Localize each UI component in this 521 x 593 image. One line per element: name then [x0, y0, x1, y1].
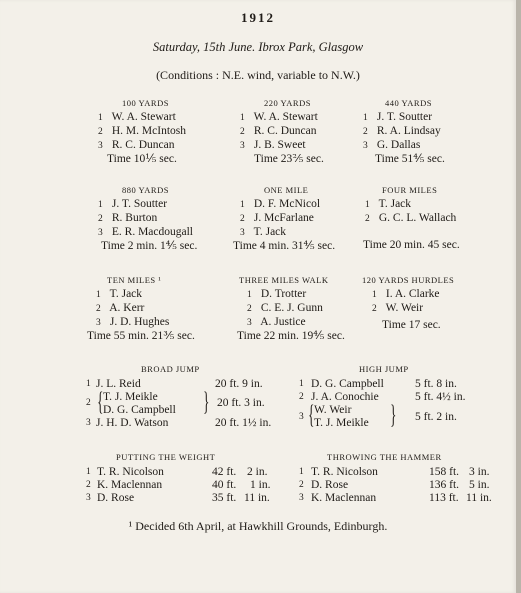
result-row: 1 D. Trotter: [247, 288, 307, 300]
event-heading: FOUR MILES: [382, 185, 438, 195]
meeting-date-venue: Saturday, 15th June. Ibrox Park, Glasgow: [152, 40, 364, 54]
result-row: 2 K. Maclennan 40 ft. 1 in.: [86, 479, 271, 491]
result-row: 3 J. B. Sweet: [240, 139, 306, 151]
result-row: 2 D. Rose 136 ft. 5 in.: [299, 479, 490, 491]
result-row: 1 W. A. Stewart: [98, 111, 176, 123]
brace-left: {: [308, 400, 315, 429]
tied-result-row: 2 { T. J. Meikle D. G. Campbell } 20 ft. 3 in.: [86, 387, 265, 416]
result-row: 2 R. A. Lindsay: [363, 125, 441, 137]
result-row: 1 J. T. Soutter: [98, 198, 168, 210]
event-time: Time 20 min. 45 sec.: [363, 239, 460, 251]
event-time: Time 10⅕ sec.: [107, 153, 177, 165]
event-heading: 880 YARDS: [122, 185, 169, 195]
event-time: Time 51⅘ sec.: [375, 153, 445, 165]
event-time: Time 22 min. 19⅘ sec.: [237, 330, 345, 342]
event-heading: BROAD JUMP: [141, 364, 200, 374]
event-heading: ONE MILE: [264, 185, 309, 195]
event-heading: TEN MILES ¹: [107, 275, 162, 285]
result-row: 2 R. Burton: [98, 212, 158, 224]
result-row: 2 A. Kerr: [96, 302, 145, 314]
result-row: 3 G. Dallas: [363, 139, 421, 151]
event-four-miles: [363, 184, 460, 252]
event-time: Time 2 min. 1⅘ sec.: [101, 240, 198, 252]
event-putting-the-weight: [86, 451, 286, 505]
event-time: Time 23⅖ sec.: [254, 153, 324, 165]
result-row: 3 K. Maclennan 113 ft. 11 in.: [299, 492, 492, 504]
result-row: 3 D. Rose 35 ft. 11 in.: [86, 492, 270, 504]
event-high-jump: [299, 363, 499, 430]
event-one-mile: [233, 184, 336, 253]
result-row: 1 W. A. Stewart: [240, 111, 318, 123]
event-heading: THROWING THE HAMMER: [327, 452, 442, 462]
result-row: 1 T. R. Nicolson 42 ft. 2 in.: [86, 466, 268, 478]
result-row: 1 D. F. McNicol: [240, 198, 321, 210]
result-row: 3 T. Jack: [240, 226, 287, 238]
event-three-miles-walk: [237, 274, 345, 343]
event-heading: 220 YARDS: [264, 98, 311, 108]
weather-conditions: (Conditions : N.E. wind, variable to N.W.): [156, 68, 360, 82]
page-edge: [516, 0, 521, 593]
event-heading: HIGH JUMP: [359, 364, 409, 374]
result-row: 1 D. G. Campbell 5 ft. 8 in.: [299, 378, 457, 390]
result-row: 2 G. C. L. Wallach: [365, 212, 457, 224]
result-row: 2 J. McFarlane: [240, 212, 314, 224]
brace-left: {: [97, 387, 104, 416]
result-row: 1 I. A. Clarke: [372, 288, 440, 300]
result-row: 1 J. T. Soutter: [363, 111, 433, 123]
event-100-yards: [98, 97, 186, 166]
result-row: 2 J. A. Conochie 5 ft. 4½ in.: [299, 391, 466, 403]
result-row: 3 J. D. Hughes: [96, 316, 170, 328]
brace-right: }: [203, 387, 210, 416]
footnote: ¹ Decided 6th April, at Hawkhill Grounds, Edinburgh.: [128, 519, 388, 533]
result-row: 3 A. Justice: [247, 316, 306, 328]
result-row: 1 T. R. Nicolson 158 ft. 3 in.: [299, 466, 490, 478]
page-title: 1912: [241, 10, 275, 25]
result-row: 2 H. M. McIntosh: [98, 125, 186, 137]
event-220-yards: [240, 97, 324, 166]
result-row: 3 R. C. Duncan: [98, 139, 175, 151]
event-time: Time 55 min. 21⅗ sec.: [87, 330, 195, 342]
result-row: 1 J. L. Reid 20 ft. 9 in.: [86, 378, 263, 390]
event-440-yards: [363, 97, 445, 166]
result-row: 3 E. R. Macdougall: [98, 226, 193, 238]
event-heading: THREE MILES WALK: [239, 275, 329, 285]
result-row: 1 T. Jack: [365, 198, 412, 210]
result-row: 2 W. Weir: [372, 302, 424, 314]
event-ten-miles: [87, 274, 195, 343]
result-row: 2 C. E. J. Gunn: [247, 302, 323, 314]
event-heading: PUTTING THE WEIGHT: [116, 452, 216, 462]
event-heading: 440 YARDS: [385, 98, 432, 108]
event-throwing-the-hammer: [299, 451, 499, 505]
event-heading: 100 YARDS: [122, 98, 169, 108]
event-broad-jump: [86, 363, 286, 430]
event-880-yards: [98, 184, 197, 253]
event-120-yards-hurdles: [362, 274, 454, 332]
event-time: Time 17 sec.: [382, 319, 441, 331]
event-heading: 120 YARDS HURDLES: [362, 275, 455, 285]
result-row: 2 R. C. Duncan: [240, 125, 317, 137]
event-time: Time 4 min. 31⅘ sec.: [233, 240, 336, 252]
result-row: 3 J. H. D. Watson 20 ft. 1½ in.: [86, 417, 272, 429]
brace-right: }: [390, 400, 397, 429]
tied-result-row: 3 { W. Weir T. J. Meikle } 5 ft. 2 in.: [299, 400, 457, 429]
result-row: 1 T. Jack: [96, 288, 143, 300]
